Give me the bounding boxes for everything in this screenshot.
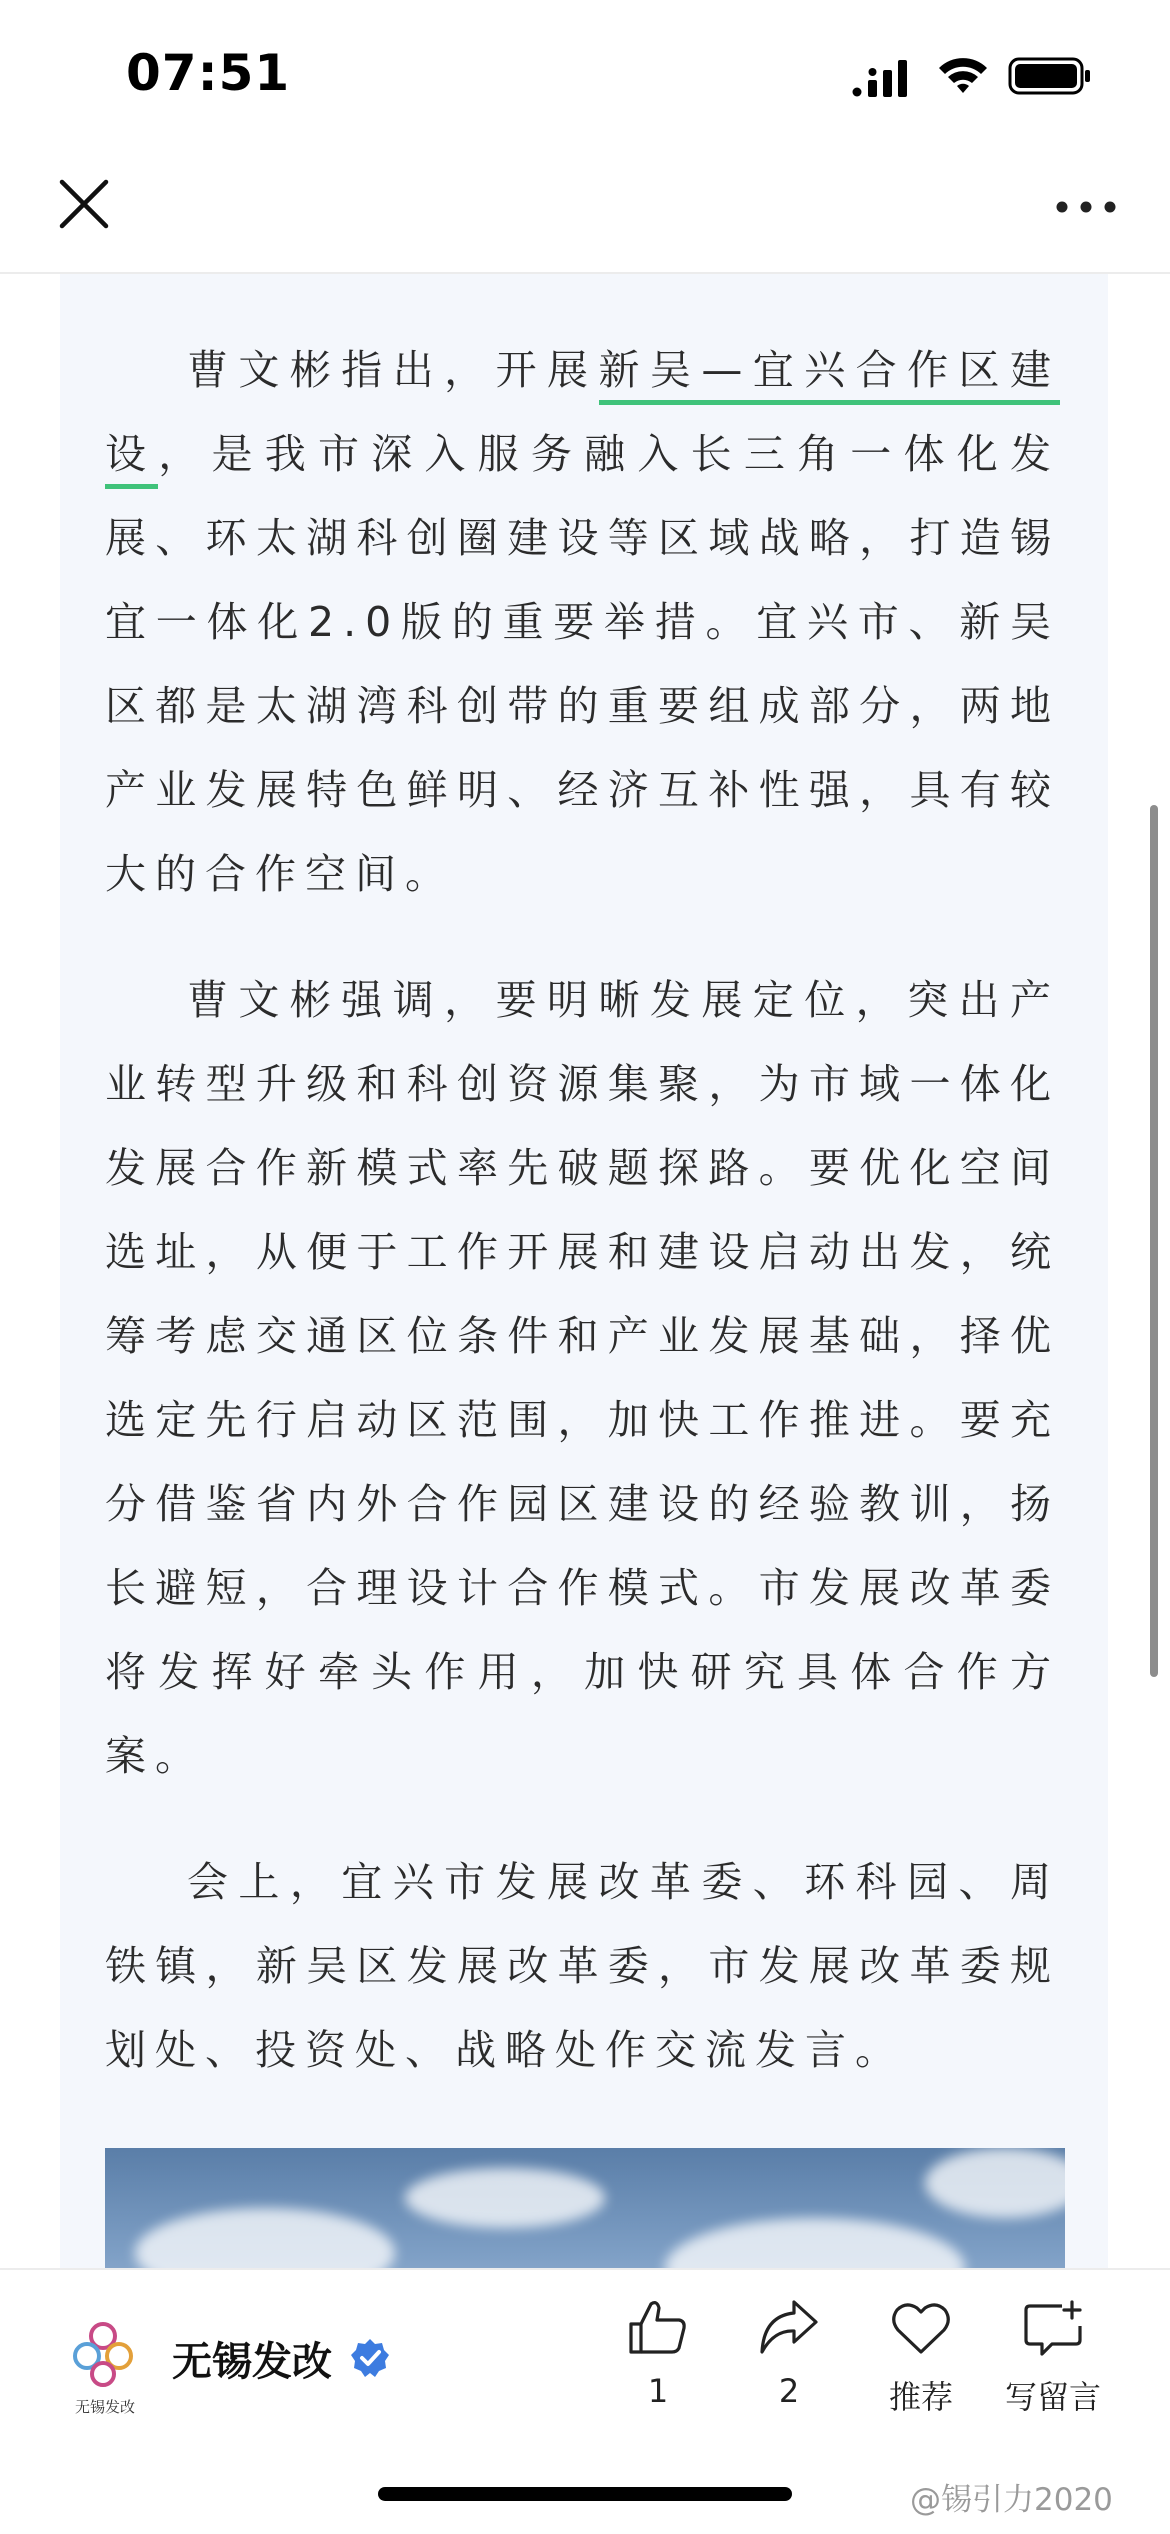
article-paragraph-3: 会上，宜兴市发展改革委、环科园、周铁镇，新吴区发展改革委，市发展改革委规划处、投资处、战略处作交流发言。 [105,1858,1060,2074]
more-options-icon[interactable] [1054,190,1118,224]
thumbs-up-icon [627,2298,689,2356]
article-scroll-area[interactable] [0,274,1170,2268]
heart-icon [890,2300,952,2358]
scrollbar[interactable] [1150,805,1158,1677]
recommend-label: 推荐 [888,2378,953,2416]
account-logo[interactable] [68,2318,138,2398]
status-time: 07:51 [126,44,291,102]
share-icon [758,2298,820,2356]
account-name[interactable]: 无锡发改 [172,2339,332,2385]
watermark: @锡引力2020 [910,2482,1113,2518]
close-icon[interactable] [56,176,112,232]
cellular-signal-icon [852,58,914,98]
share-count: 2 [778,2372,800,2410]
comment-plus-icon [1022,2300,1084,2358]
wifi-icon [937,52,989,98]
verified-badge-icon [350,2338,390,2378]
article-paragraph-1 [105,328,1060,916]
home-indicator[interactable] [378,2487,792,2501]
paragraph-text: ，是我市深入服务融入长三角一体化发展、环太湖科创圈建设等区域战略，打造锡宜一体化2.0版的重要举措。宜兴市、新吴区都是太湖湾科创带的重要组成部分，两地产业发展特色鲜明、经济互补性强，具有较大的合作空间。 [105,430,1061,898]
status-bar [0,0,1170,150]
battery-icon [1008,56,1092,96]
write-comment-label: 写留言 [1004,2378,1101,2416]
logo-caption: 无锡发改 [74,2398,135,2416]
nav-bar [0,150,1170,274]
highlighted-link-text[interactable]: 新吴—宜兴合作区建设 [105,346,1060,489]
like-count: 1 [647,2372,669,2410]
paragraph-text: 曹文彬指出，开展 [187,346,599,394]
article-paragraph-2: 曹文彬强调，要明晰发展定位，突出产业转型升级和科创资源集聚，为市域一体化发展合作新模式率先破题探路。要优化空间选址，从便于工作开展和建设启动出发，统筹考虑交通区位条件和产业发展基础，择优选定先行启动区范围，加快工作推进。要充分借鉴省内外合作园区建设的经验教训，扬长避短，合理设计合作模式。市发展改革委将发挥好牵头作用，加快研究具体合作方案。 [105,976,1060,1780]
article-image[interactable] [105,2148,1065,2268]
